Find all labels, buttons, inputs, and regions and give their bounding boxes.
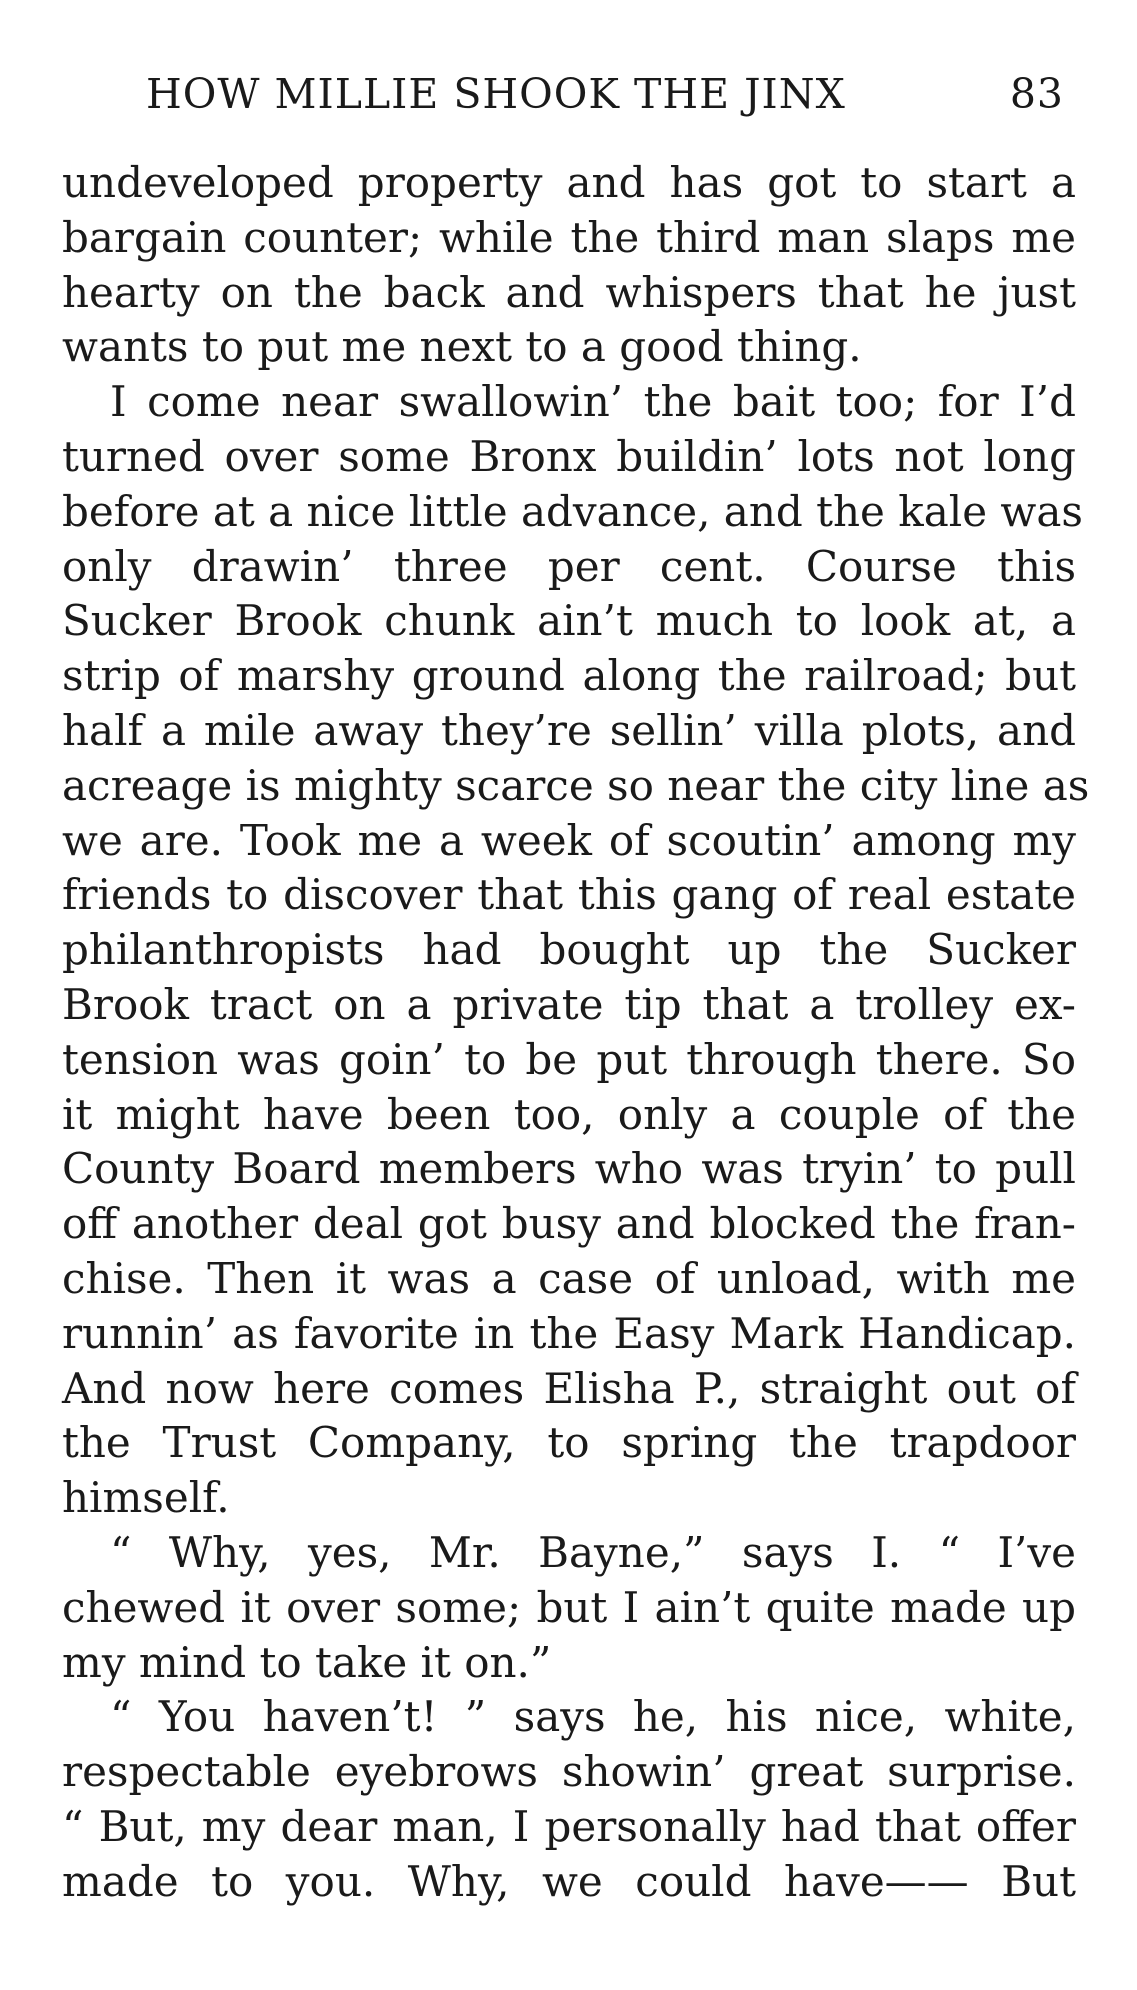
chapter-title: HOW MILLIE SHOOK THE JINX <box>146 70 846 118</box>
text-line: we are. Took me a week of scoutin’ among my <box>62 815 1076 865</box>
text-line: undeveloped property and has got to start a <box>62 158 1076 207</box>
text-line: only drawin’ three per cent. Course this <box>62 541 1076 591</box>
paragraph <box>62 1690 1076 1909</box>
paragraph <box>62 1526 1076 1690</box>
paragraph <box>62 156 1076 375</box>
text-line: I come near swallowin’ the bait too; for I’d <box>110 377 1076 427</box>
text-line: made to you. Why, we could have—— But <box>62 1856 1076 1906</box>
paragraph <box>62 375 1090 1526</box>
text-line: hearty on the back and whispers that he just <box>62 267 1076 317</box>
text-line: wants to put me next to a good thing. <box>62 322 862 372</box>
text-line: strip of marshy ground along the railroad; but <box>62 651 1076 701</box>
text-line: off another deal got busy and blocked the fran- <box>62 1199 1076 1249</box>
text-line: friends to discover that this gang of real estate <box>62 870 1076 920</box>
text-line: acreage is mighty scarce so near the city line as <box>62 760 1090 810</box>
text-line: half a mile away they’re sellin’ villa plots, and <box>62 705 1076 755</box>
text-line: turned over some Bronx buildin’ lots not long <box>62 431 1076 481</box>
text-line: respectable eyebrows showin’ great surprise. <box>62 1747 1076 1797</box>
text-line: bargain counter; while the third man slaps me <box>62 212 1076 262</box>
text-line: Sucker Brook chunk ain’t much to look at, a <box>62 596 1076 646</box>
text-line: it might have been too, only a couple of the <box>62 1089 1076 1139</box>
text-line: “ You haven’t! ” says he, his nice, white, <box>110 1692 1076 1742</box>
text-line: the Trust Company, to spring the trapdoor <box>62 1418 1076 1468</box>
text-line: County Board members who was tryin’ to pull <box>62 1144 1076 1194</box>
text-line: chewed it over some; but I ain’t quite made up <box>62 1582 1076 1632</box>
body-text <box>62 156 1090 1910</box>
page-number: 83 <box>1009 70 1064 118</box>
book-page <box>62 0 1090 1990</box>
text-line: philanthropists had bought up the Sucker <box>62 925 1076 975</box>
text-line: Brook tract on a private tip that a trolley ex- <box>62 979 1076 1029</box>
text-line: “ But, my dear man, I personally had that offer <box>62 1801 1076 1851</box>
text-line: before at a nice little advance, and the kale was <box>62 486 1083 536</box>
text-line: himself. <box>62 1473 230 1523</box>
running-head <box>146 70 1076 130</box>
text-line: tension was goin’ to be put through there. So <box>62 1034 1076 1084</box>
text-line: And now here comes Elisha P., straight out of <box>62 1363 1076 1413</box>
text-line: “ Why, yes, Mr. Bayne,” says I. “ I’ve <box>110 1527 1076 1577</box>
text-line: runnin’ as favorite in the Easy Mark Handicap. <box>62 1308 1076 1358</box>
text-line: my mind to take it on.” <box>62 1637 552 1687</box>
text-line: chise. Then it was a case of unload, with me <box>62 1253 1076 1303</box>
